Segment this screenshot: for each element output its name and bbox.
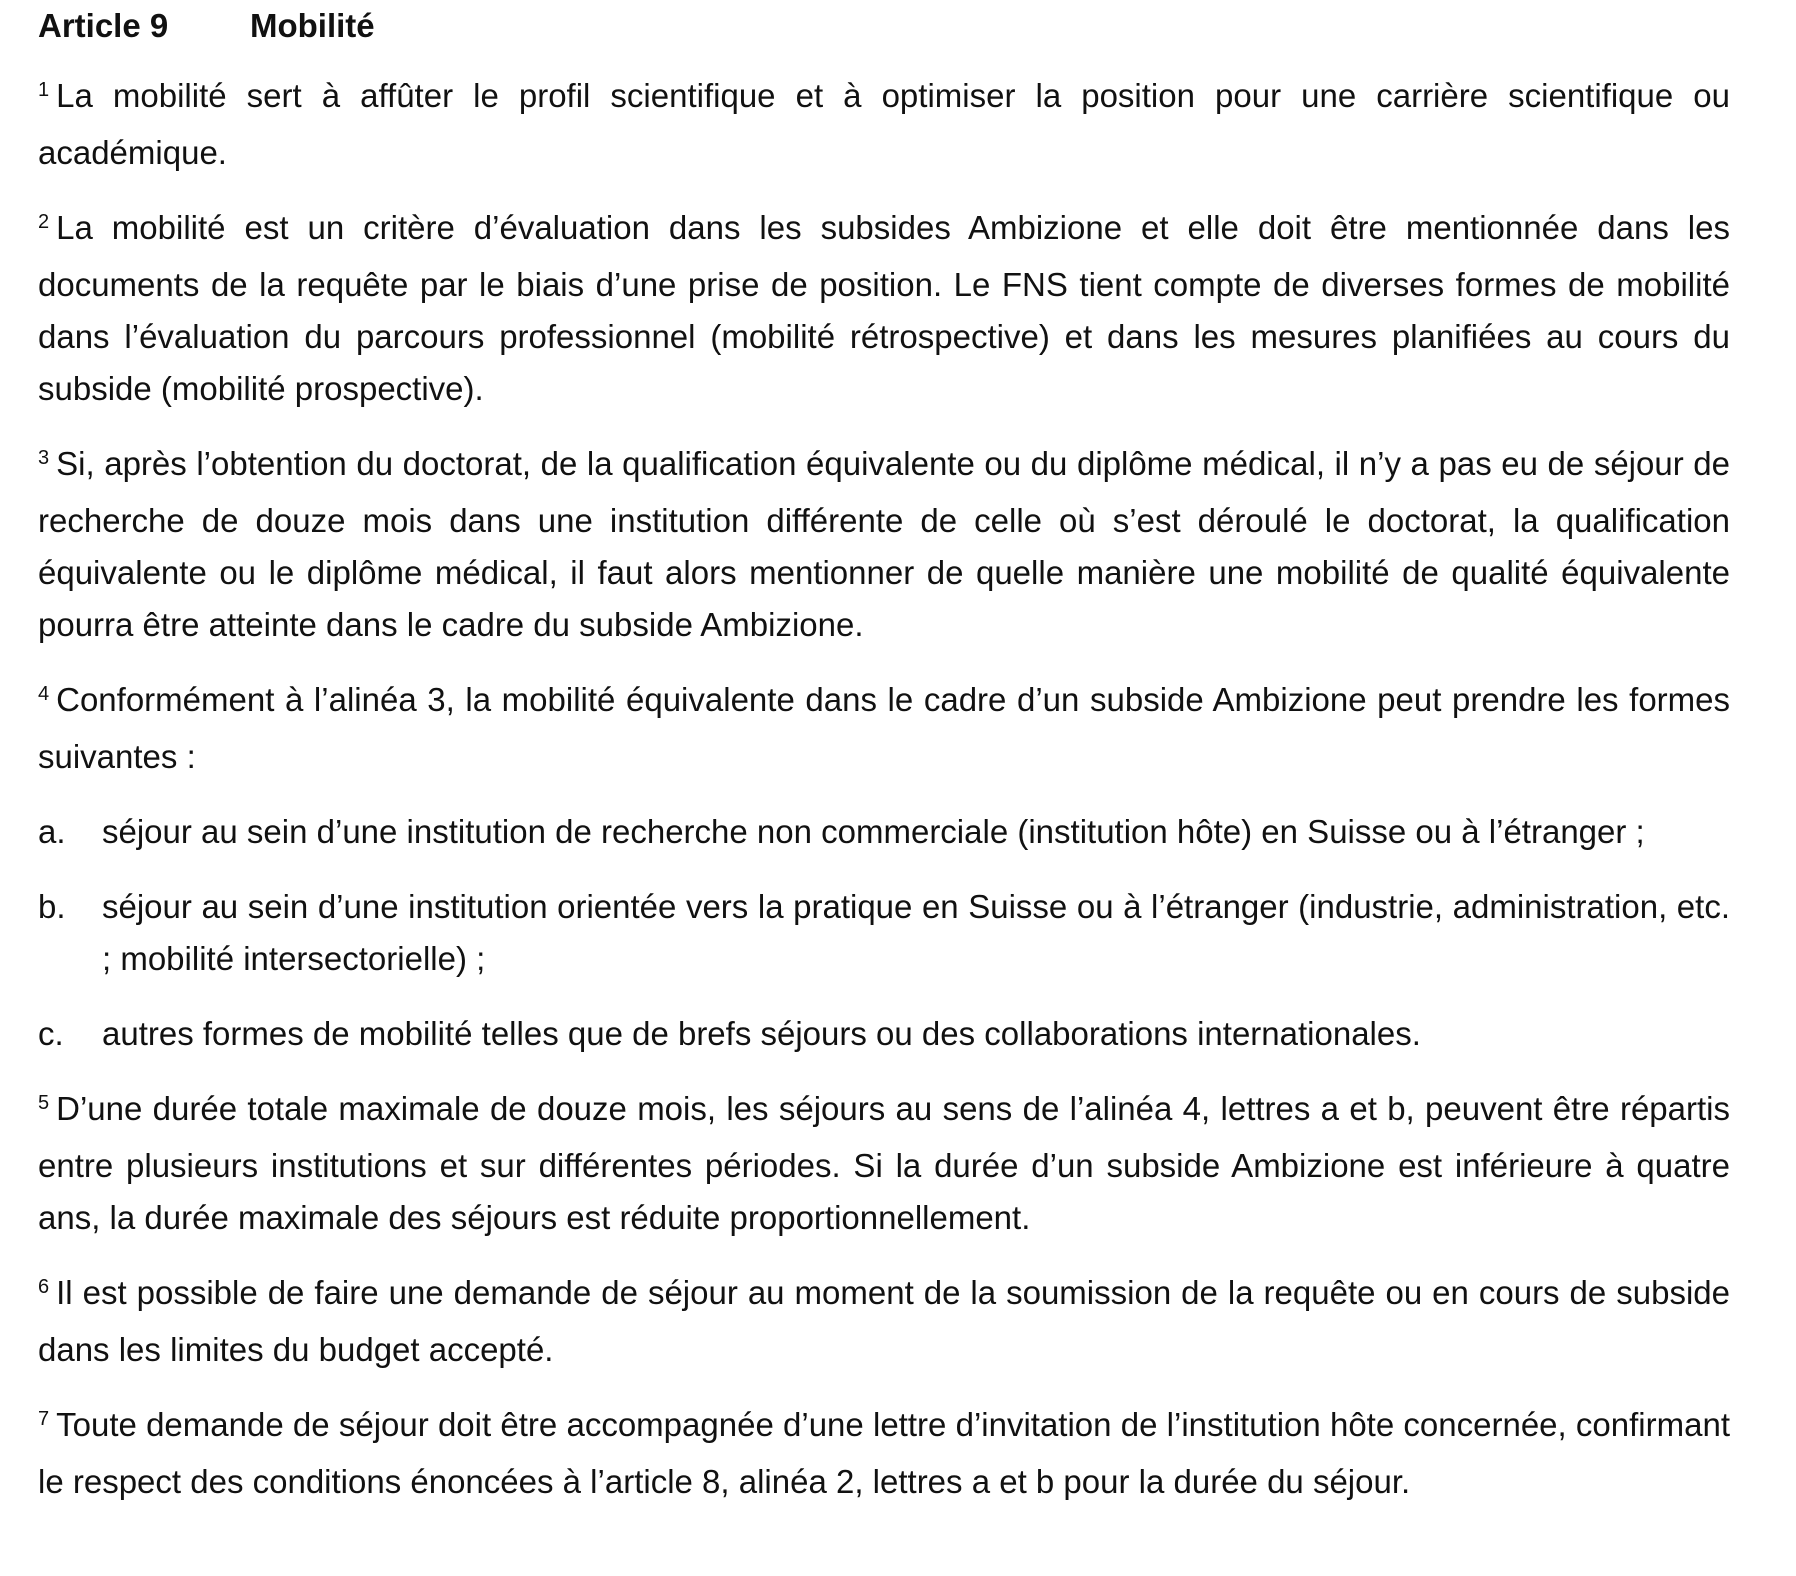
paragraph-number: 3 (38, 447, 50, 469)
paragraph-number: 6 (38, 1276, 50, 1298)
list-item-c (38, 1008, 1730, 1060)
list-letter: a. (38, 813, 66, 850)
paragraph-number: 7 (38, 1408, 50, 1430)
list-letter: c. (38, 1015, 64, 1052)
paragraph-4 (38, 674, 1730, 783)
paragraph-text: D’une durée totale maximale de douze mois, les séjours au sens de l’alinéa 4, lettres a et b, peuvent être répartis entre plusieurs institutions et sur différentes périodes. Si la durée d’un subside Ambizione est inférieure à quatre ans, la durée maximale des séjours est réduite proportionnellement. (38, 1090, 1730, 1236)
paragraph-text: Conformément à l’alinéa 3, la mobilité équivalente dans le cadre d’un subside Ambizione peut prendre les formes suivantes : (38, 681, 1730, 775)
list-item-b (38, 881, 1730, 985)
paragraph-3 (38, 438, 1730, 651)
paragraph-6 (38, 1267, 1730, 1376)
paragraph-number: 5 (38, 1092, 50, 1114)
paragraph-1 (38, 70, 1730, 179)
article-number: Article 9 (38, 7, 169, 44)
list-text: autres formes de mobilité telles que de brefs séjours ou des collaborations internationales. (102, 1015, 1421, 1052)
paragraph-text: La mobilité est un critère d’évaluation dans les subsides Ambizione et elle doit être mentionnée dans les documents de la requête par le biais d’une prise de position. Le FNS tient compte de diverses formes de mobilité dans l’évaluation du parcours professionnel (mobilité rétrospective) et dans les mesures planifiées au cours du subside (mobilité prospective). (38, 209, 1730, 407)
list-item-a (38, 806, 1730, 858)
paragraph-5 (38, 1083, 1730, 1244)
paragraph-number: 2 (38, 211, 50, 233)
article-heading (38, 6, 1730, 46)
list-text: séjour au sein d’une institution de recherche non commerciale (institution hôte) en Suisse ou à l’étranger ; (102, 813, 1645, 850)
document-page (38, 6, 1730, 1531)
paragraph-text: Toute demande de séjour doit être accompagnée d’une lettre d’invitation de l’institution hôte concernée, confirmant le respect des conditions énoncées à l’article 8, alinéa 2, lettres a et b pour la durée du séjour. (38, 1406, 1730, 1500)
list-text: séjour au sein d’une institution orientée vers la pratique en Suisse ou à l’étranger (industrie, administration, etc. ; mobilité intersectorielle) ; (102, 888, 1730, 977)
list-letter: b. (38, 888, 66, 925)
paragraph-text: Si, après l’obtention du doctorat, de la qualification équivalente ou du diplôme médical, il n’y a pas eu de séjour de recherche de douze mois dans une institution différente de celle où s’est déroulé le doctorat, la qualification équivalente ou le diplôme médical, il faut alors mentionner de quelle manière une mobilité de qualité équivalente pourra être atteinte dans le cadre du subside Ambizione. (38, 445, 1730, 643)
paragraph-7 (38, 1399, 1730, 1508)
paragraph-2 (38, 202, 1730, 415)
paragraph-text: Il est possible de faire une demande de séjour au moment de la soumission de la requête ou en cours de subside dans les limites du budget accepté. (38, 1274, 1730, 1368)
paragraph-text: La mobilité sert à affûter le profil scientifique et à optimiser la position pour une carrière scientifique ou académique. (38, 77, 1730, 171)
article-title: Mobilité (250, 7, 375, 44)
paragraph-number: 4 (38, 683, 50, 705)
paragraph-number: 1 (38, 79, 50, 101)
